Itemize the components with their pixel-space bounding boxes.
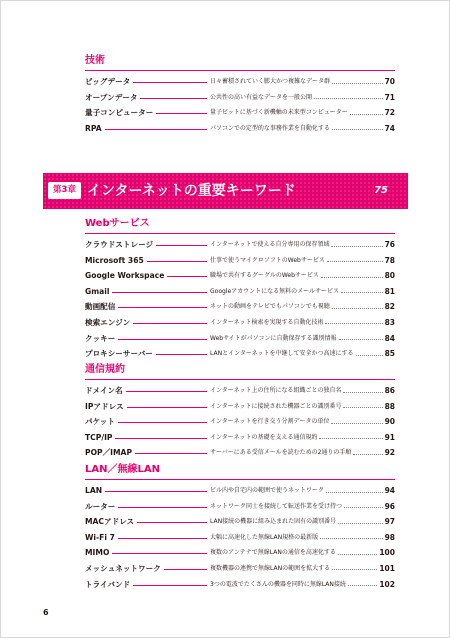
toc-entry[interactable] bbox=[85, 74, 395, 90]
toc-entry-description: ネットの動画をテレビでもパソコンでも視聴 bbox=[210, 303, 330, 311]
toc-entry-page: 94 bbox=[384, 486, 395, 495]
toc-entry-term: MIMO bbox=[85, 548, 110, 558]
toc-entry-description: インターネット上の住所になる組織ごとの独自名 bbox=[210, 387, 342, 394]
toc-entry[interactable] bbox=[85, 399, 395, 415]
toc-entry[interactable] bbox=[85, 499, 395, 515]
toc-entry-term: トライバンド bbox=[85, 579, 131, 589]
toc-entry-page: 86 bbox=[384, 386, 395, 395]
toc-entry-term: メッシュネットワーク bbox=[85, 563, 161, 573]
toc-entry-page: 80 bbox=[384, 271, 395, 281]
toc-entry-term: POP／IMAP bbox=[85, 448, 133, 458]
dot-leader bbox=[332, 129, 383, 130]
dot-leader bbox=[320, 538, 383, 539]
toc-section-protocols bbox=[85, 363, 395, 461]
toc-entry-description: LAN接続の機器に組み込まれた固有の識別番号 bbox=[210, 518, 337, 526]
dot-leader bbox=[353, 454, 383, 455]
toc-entry[interactable] bbox=[85, 331, 395, 347]
toc-entry-page: 92 bbox=[384, 448, 395, 458]
toc-entry-description: インターネット検索を実現する自動化技術 bbox=[210, 318, 324, 326]
toc-entry[interactable] bbox=[85, 530, 395, 546]
toc-entry-page: 76 bbox=[384, 240, 395, 249]
toc-entry-description: 職場で共有するグーグルのWebサービス bbox=[210, 272, 319, 280]
toc-entry-term: パケット bbox=[85, 417, 115, 427]
dot-leader bbox=[332, 83, 383, 84]
toc-entry-description: パソコンでの定型的な事務作業を自動化する bbox=[210, 124, 330, 132]
toc-entry-page: 85 bbox=[384, 349, 395, 359]
toc-entry-page: 78 bbox=[384, 255, 395, 265]
toc-entry[interactable] bbox=[85, 268, 395, 284]
dot-leader bbox=[319, 438, 383, 439]
chapter-page-number: 75 bbox=[374, 185, 388, 196]
toc-entry-term: IPアドレス bbox=[85, 401, 124, 411]
dot-leader bbox=[332, 308, 383, 309]
term-underline bbox=[133, 585, 207, 586]
toc-entry[interactable] bbox=[85, 430, 395, 446]
term-underline bbox=[112, 553, 207, 554]
term-underline bbox=[112, 292, 207, 293]
term-underline bbox=[140, 98, 207, 99]
toc-entry[interactable] bbox=[85, 445, 395, 461]
dot-leader bbox=[327, 261, 383, 262]
term-underline bbox=[156, 354, 207, 355]
toc-entry-page: 97 bbox=[384, 517, 395, 527]
toc-entry[interactable] bbox=[85, 315, 395, 331]
dot-leader bbox=[314, 98, 383, 99]
toc-entry[interactable] bbox=[85, 514, 395, 530]
term-underline bbox=[167, 276, 207, 277]
term-underline bbox=[127, 407, 207, 408]
toc-entry[interactable] bbox=[85, 383, 395, 399]
toc-entry-page: 88 bbox=[384, 401, 395, 411]
dot-leader bbox=[343, 392, 383, 393]
toc-list bbox=[85, 383, 395, 461]
dot-leader bbox=[332, 569, 377, 570]
term-underline bbox=[105, 129, 207, 130]
toc-entry[interactable] bbox=[85, 561, 395, 577]
toc-list bbox=[85, 237, 395, 362]
dot-leader bbox=[338, 523, 383, 524]
toc-entry-term: ビッグデータ bbox=[85, 77, 131, 86]
toc-entry-term: LAN bbox=[85, 486, 103, 495]
toc-list bbox=[85, 483, 395, 592]
toc-entry-term: MACアドレス bbox=[85, 517, 135, 527]
toc-entry-description: 公共性の高い有益なデータを一般公開 bbox=[210, 93, 313, 101]
section-title: 通信規約 bbox=[85, 364, 125, 375]
toc-entry-page: 100 bbox=[379, 548, 395, 558]
toc-entry-page: 91 bbox=[384, 432, 395, 442]
toc-entry-description: 日々蓄積されていく膨大かつ複雑なデータ群 bbox=[210, 78, 331, 85]
toc-entry-term: 量子コンピューター bbox=[85, 108, 154, 118]
section-rule bbox=[85, 379, 395, 380]
toc-entry-page: 71 bbox=[384, 92, 395, 102]
term-underline bbox=[118, 339, 207, 340]
toc-list bbox=[85, 74, 395, 136]
toc-entry-page: 74 bbox=[384, 123, 395, 133]
page-number: 6 bbox=[43, 608, 49, 617]
toc-entry-description: インターネットに接続された機器ごとの識別番号 bbox=[210, 402, 342, 410]
section-title: LAN／無線LAN bbox=[85, 464, 160, 475]
term-underline bbox=[147, 261, 207, 262]
toc-entry-term: RPA bbox=[85, 123, 102, 133]
toc-entry-description: LANとインターネットを中継して安全かつ高速にする bbox=[210, 350, 354, 358]
section-rule bbox=[85, 479, 395, 480]
toc-entry-description: ビル内や自宅内の範囲で使うネットワーク bbox=[210, 487, 325, 494]
toc-entry[interactable] bbox=[85, 483, 395, 499]
term-underline bbox=[133, 82, 207, 83]
dot-leader bbox=[321, 277, 383, 278]
section-title: 技術 bbox=[85, 55, 105, 66]
toc-entry[interactable] bbox=[85, 121, 395, 137]
toc-section-technology bbox=[85, 54, 395, 136]
term-underline bbox=[135, 453, 207, 454]
dot-leader bbox=[326, 492, 383, 493]
dot-leader bbox=[339, 339, 383, 340]
toc-entry-description: 複数機器の連携で無線LANの範囲を拡大する bbox=[210, 564, 331, 572]
toc-entry-term: Google Workspace bbox=[85, 271, 165, 281]
toc-entry-page: 98 bbox=[384, 532, 395, 542]
term-underline bbox=[126, 391, 207, 392]
toc-entry-term: クッキー bbox=[85, 333, 116, 343]
dot-leader bbox=[325, 323, 383, 324]
toc-entry-term: TCP/IP bbox=[85, 432, 113, 442]
term-underline bbox=[133, 323, 207, 324]
toc-entry-term: 動画配信 bbox=[85, 302, 116, 312]
dot-leader bbox=[344, 507, 383, 508]
toc-entry-term: プロキシーサーバー bbox=[85, 349, 153, 359]
toc-entry-description: インターネットで使える自分専用の保存領域 bbox=[210, 241, 330, 248]
toc-entry-term: クラウドストレージ bbox=[85, 240, 154, 249]
toc-entry-page: 102 bbox=[379, 579, 395, 589]
toc-entry-description: Googleアカウントになる無料のメールサービス bbox=[210, 287, 339, 295]
toc-entry[interactable] bbox=[85, 90, 395, 106]
toc-entry[interactable] bbox=[85, 299, 395, 315]
toc-entry-description: 量子ビットに基づく新機軸の未来型コンピューター bbox=[210, 109, 348, 117]
toc-entry-term: Wi-Fi 7 bbox=[85, 532, 115, 542]
toc-entry[interactable] bbox=[85, 414, 395, 430]
toc-entry-page: 96 bbox=[384, 501, 395, 511]
toc-entry-term: Microsoft 365 bbox=[85, 255, 144, 265]
toc-entry-page: 83 bbox=[384, 317, 395, 327]
toc-entry-description: Webサイトがパソコンに自動保存する識別情報 bbox=[210, 334, 337, 342]
toc-entry-description: 3つの電波でたくさんの機器を同時に無線LAN接続 bbox=[210, 580, 346, 588]
toc-entry-term: Gmail bbox=[85, 286, 110, 296]
toc-entry-page: 70 bbox=[384, 77, 395, 86]
toc-entry-description: ネットワーク同士を接続して転送作業を受け持つ bbox=[210, 502, 343, 510]
dot-leader bbox=[331, 423, 383, 424]
toc-section-web-services bbox=[85, 217, 395, 362]
toc-entry[interactable] bbox=[85, 105, 395, 121]
toc-entry[interactable] bbox=[85, 237, 395, 253]
toc-entry-description: 複数のアンテナで無線LANの通信を高速化する bbox=[210, 549, 336, 557]
toc-entry-page: 72 bbox=[384, 108, 395, 118]
toc-entry[interactable] bbox=[85, 346, 395, 362]
toc-entry-description: インターネットを行き交う分割データの単位 bbox=[210, 418, 330, 426]
toc-entry-page: 101 bbox=[379, 563, 395, 573]
toc-section-lan bbox=[85, 463, 395, 592]
dot-leader bbox=[338, 554, 377, 555]
toc-entry-page: 81 bbox=[384, 286, 395, 296]
dot-leader bbox=[350, 114, 383, 115]
toc-entry[interactable] bbox=[85, 284, 395, 300]
term-underline bbox=[118, 422, 207, 423]
toc-entry[interactable] bbox=[85, 577, 395, 593]
term-underline bbox=[118, 507, 207, 508]
toc-entry-page: 84 bbox=[384, 333, 395, 343]
term-underline bbox=[115, 438, 207, 439]
section-rule bbox=[85, 70, 395, 71]
term-underline bbox=[164, 569, 207, 570]
toc-entry-term: ルーター bbox=[85, 501, 116, 511]
term-underline bbox=[156, 113, 207, 114]
dot-leader bbox=[341, 292, 383, 293]
toc-entry-description: インターネットの基礎を支える通信規約 bbox=[210, 433, 318, 441]
toc-entry-page: 82 bbox=[384, 302, 395, 312]
section-title: Webサービス bbox=[85, 218, 150, 229]
toc-entry-term: ドメイン名 bbox=[85, 386, 123, 395]
toc-entry-description: 仕事で使うマイクロソフトのWebサービス bbox=[210, 256, 325, 264]
chapter-number-tag: 第3章 bbox=[48, 182, 81, 199]
dot-leader bbox=[356, 355, 383, 356]
term-underline bbox=[118, 538, 207, 539]
toc-entry-term: オープンデータ bbox=[85, 92, 138, 102]
toc-entry-description: サーバーにある受信メールを読むための2通りの手順 bbox=[210, 449, 352, 457]
dot-leader bbox=[348, 585, 377, 586]
toc-entry[interactable] bbox=[85, 545, 395, 561]
term-underline bbox=[137, 522, 207, 523]
toc-entry[interactable] bbox=[85, 253, 395, 269]
term-underline bbox=[156, 245, 207, 246]
toc-entry-page: 90 bbox=[384, 417, 395, 427]
dot-leader bbox=[331, 246, 383, 247]
toc-entry-term: 検索エンジン bbox=[85, 317, 131, 327]
toc-entry-description: 大幅に高速化した無線LAN規格の最新版 bbox=[210, 533, 319, 541]
term-underline bbox=[118, 307, 207, 308]
term-underline bbox=[105, 491, 207, 492]
dot-leader bbox=[343, 407, 383, 408]
chapter-banner[interactable] bbox=[43, 173, 408, 209]
section-rule bbox=[85, 233, 395, 234]
chapter-title: インターネットの重要キーワード bbox=[87, 183, 296, 199]
